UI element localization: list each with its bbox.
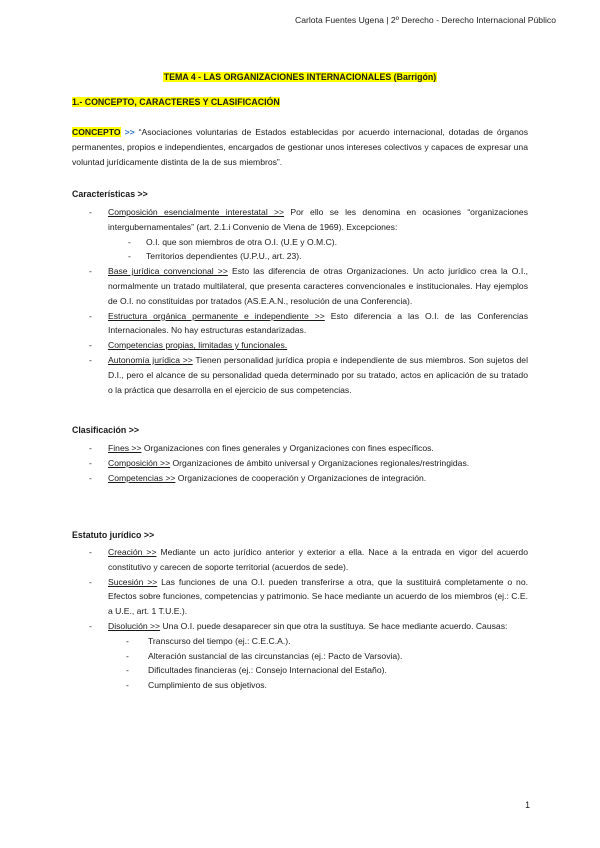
page-number: 1 [525, 800, 530, 810]
list-item-term: Autonomía jurídica >> [108, 354, 193, 365]
list-item [72, 309, 528, 339]
list-item-text: Organizaciones de cooperación y Organizaciones de integración. [175, 472, 427, 483]
legal-status-list [72, 545, 528, 693]
list-item [72, 205, 528, 264]
sub-list-item: - O.I. que son miembros de otra O.I. (U.E y O.M.C). [108, 235, 528, 250]
list-item-term: Disolución >> [108, 620, 161, 631]
list-item [72, 456, 528, 471]
list-item-text: Organizaciones de ámbito universal y Organizaciones regionales/restringidas. [170, 457, 470, 468]
sub-list-item: - Territorios dependientes (U.P.U., art. 23). [108, 249, 528, 264]
sub-list-item: - Alteración sustancial de las circunstancias (ej.: Pacto de Varsovia). [108, 649, 528, 664]
list-item [72, 471, 528, 486]
concept-paragraph [72, 125, 528, 169]
list-item-term: Sucesión >> [108, 576, 158, 587]
list-item-text: Mediante un acto jurídico anterior y exterior a ella. Nace a la entrada en vigor del acuerdo constitutivo y carecen de soporte territorial (acuerdos de sede). [108, 547, 528, 572]
legal-status-heading: Estatuto jurídico >> [72, 530, 155, 540]
list-item [72, 353, 528, 397]
concept-arrow: >> [124, 127, 135, 137]
list-item-term: Base jurídica convencional >> [108, 266, 228, 277]
list-item-term: Creación >> [108, 547, 157, 557]
list-item-term: Competencias propias, limitadas y funcionales. [108, 340, 288, 351]
section-heading-text: 1.- CONCEPTO, CARACTERES Y CLASIFICACIÓN [72, 97, 280, 107]
list-item-text: Una O.I. puede desaparecer sin que otra la sustituya. Se hace mediante acuerdo. Causas: [160, 620, 508, 631]
page-header: Carlota Fuentes Ugena | 2º Derecho - Derecho Internacional Público [295, 15, 556, 25]
list-item [72, 619, 528, 693]
list-item-term: Estructura orgánica permanente e independiente >> [108, 310, 325, 321]
list-item [72, 545, 528, 575]
list-item-text: Tienen personalidad jurídica propia e independiente de sus miembros. Son sujetos del D.I., pero el alcance de su personalidad queda determinado por su tratado, actos en aplicación de su tratado o la práctica que desarrolla en el ejercicio de sus competencias. [108, 354, 528, 395]
classification-list [72, 441, 528, 485]
characteristics-heading: Características >> [72, 189, 148, 199]
sub-list-item: - Cumplimiento de sus objetivos. [108, 678, 528, 693]
concept-label: CONCEPTO [72, 127, 121, 137]
list-item-text: Organizaciones con fines generales y Organizaciones con fines específicos. [141, 443, 434, 453]
sub-list-item: - Transcurso del tiempo (ej.: C.E.C.A.). [108, 634, 528, 649]
concept-text: “Asociaciones voluntarias de Estados establecidas por acuerdo internacional, dotadas de órganos permanentes, propios e independientes, encargados de gestionar unos intereses colectivos y capaces de expresar una voluntad jurídicamente distinta de la de sus miembros”. [72, 127, 528, 167]
list-item-term: Composición esencialmente interestatal >> [108, 207, 285, 217]
list-item-text: Esto las diferencia de otras Organizaciones. Un acto jurídico crea la O.I., normalmente un tratado multilateral, que presenta caracteres convencionales e institucionales. Hay ejemplos de O.I. no constituidas por tratados (AS.E.A.N., resolución de una Conferencia). [108, 266, 528, 306]
list-item [72, 338, 528, 353]
classification-heading: Clasificación >> [72, 425, 139, 435]
document-title-wrap [0, 67, 600, 85]
list-item-text: Por ello se les denomina en ocasiones “organizaciones intergubernamentales” (art. 2.1.i Convenio de Viena de 1969). Excepciones: [108, 207, 528, 232]
list-item-text: Las funciones de una O.I. pueden transferirse a otra, que la sustituirá completamente o no. Efectos sobre funciones, competencias y patrimonio. Se hace mediante un acuerdo de los miembros (ej.: C.E. a U.E., art. 1 T.U.E.). [108, 576, 528, 617]
list-item-text: Esto diferencia a las O.I. de las Conferencias Internacionales. No hay estructuras estandarizadas. [108, 310, 529, 336]
list-item [72, 441, 528, 456]
list-item [72, 575, 528, 619]
section-heading [72, 97, 280, 107]
sub-list-item: - Dificultades financieras (ej.: Consejo Internacional del Estaño). [108, 663, 528, 678]
characteristics-list [72, 205, 528, 397]
list-item [72, 264, 528, 308]
list-item-term: Competencias >> [108, 472, 176, 483]
list-item-term: Fines >> [108, 443, 142, 453]
document-title: TEMA 4 - LAS ORGANIZACIONES INTERNACIONALES (Barrigón) [163, 72, 437, 82]
list-item-term: Composición >> [108, 457, 171, 468]
